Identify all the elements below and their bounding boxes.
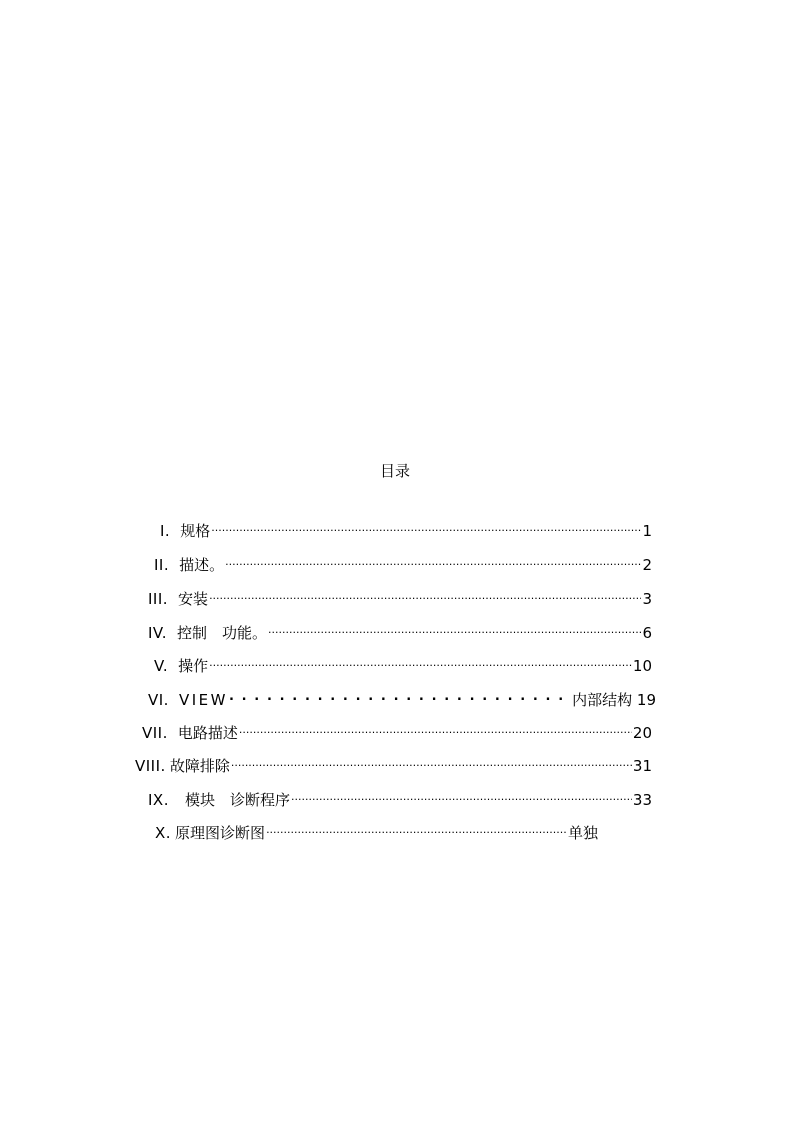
toc-entry-number: IV. <box>148 624 168 642</box>
toc-entry-title: 故障排除 <box>169 757 230 775</box>
toc-entry-9 <box>148 785 652 809</box>
toc-entry-number: II. <box>154 556 170 574</box>
toc-dot-leader <box>211 516 641 536</box>
toc-entry-6 <box>148 685 656 709</box>
toc-entry-title: 描述。 <box>179 556 225 574</box>
toc-entry-10 <box>155 818 598 842</box>
toc-entry-page: 6 <box>642 624 652 642</box>
toc-entry-2 <box>154 550 652 574</box>
toc-entry-page: 内部结构 19 <box>572 691 656 709</box>
toc-entry-title: 控制 功能。 <box>177 624 268 642</box>
toc-entry-4 <box>148 618 652 642</box>
toc-entry-number: X. <box>155 824 172 842</box>
toc-dot-leader <box>209 584 641 604</box>
toc-dot-leader <box>231 751 632 771</box>
toc-entry-page: 20 <box>632 724 652 742</box>
toc-entry-1 <box>160 516 652 540</box>
toc-entry-number: VII. <box>142 724 168 742</box>
toc-entry-page: 2 <box>642 556 652 574</box>
toc-dot-leader <box>291 785 632 805</box>
toc-entry-7 <box>142 718 652 742</box>
toc-entry-title: VIEW <box>178 691 228 709</box>
toc-entry-number: III. <box>148 590 169 608</box>
toc-entry-page: 1 <box>642 522 652 540</box>
toc-entry-3 <box>148 584 652 608</box>
toc-dot-leader <box>209 651 632 671</box>
toc-entry-number: V. <box>154 657 169 675</box>
toc-dot-leader <box>225 550 641 570</box>
toc-entry-title: 原理图诊断图 <box>175 824 266 842</box>
toc-dot-leader <box>268 618 641 638</box>
toc-entry-number: VI. <box>148 691 169 709</box>
toc-title: 目录 <box>379 462 410 480</box>
toc-entry-8 <box>135 751 652 775</box>
toc-entry-title: 电路描述 <box>177 724 238 742</box>
toc-dot-leader <box>229 685 571 705</box>
toc-entry-title: 安装 <box>178 590 209 608</box>
toc-entry-number: IX. <box>148 791 169 809</box>
toc-entry-number: VIII. <box>135 757 166 775</box>
toc-dot-leader <box>266 818 567 838</box>
toc-entry-5 <box>154 651 652 675</box>
toc-entry-title: 模块 诊断程序 <box>184 791 290 809</box>
toc-entry-page: 33 <box>632 791 652 809</box>
toc-entry-title: 操作 <box>178 657 209 675</box>
toc-entry-page: 10 <box>632 657 652 675</box>
toc-dot-leader <box>239 718 632 738</box>
toc-entry-page: 单独 <box>567 824 598 842</box>
toc-entry-page: 3 <box>642 590 652 608</box>
toc-entry-page: 31 <box>632 757 652 775</box>
toc-entry-title: 规格 <box>180 522 211 540</box>
toc-entry-number: I. <box>160 522 171 540</box>
